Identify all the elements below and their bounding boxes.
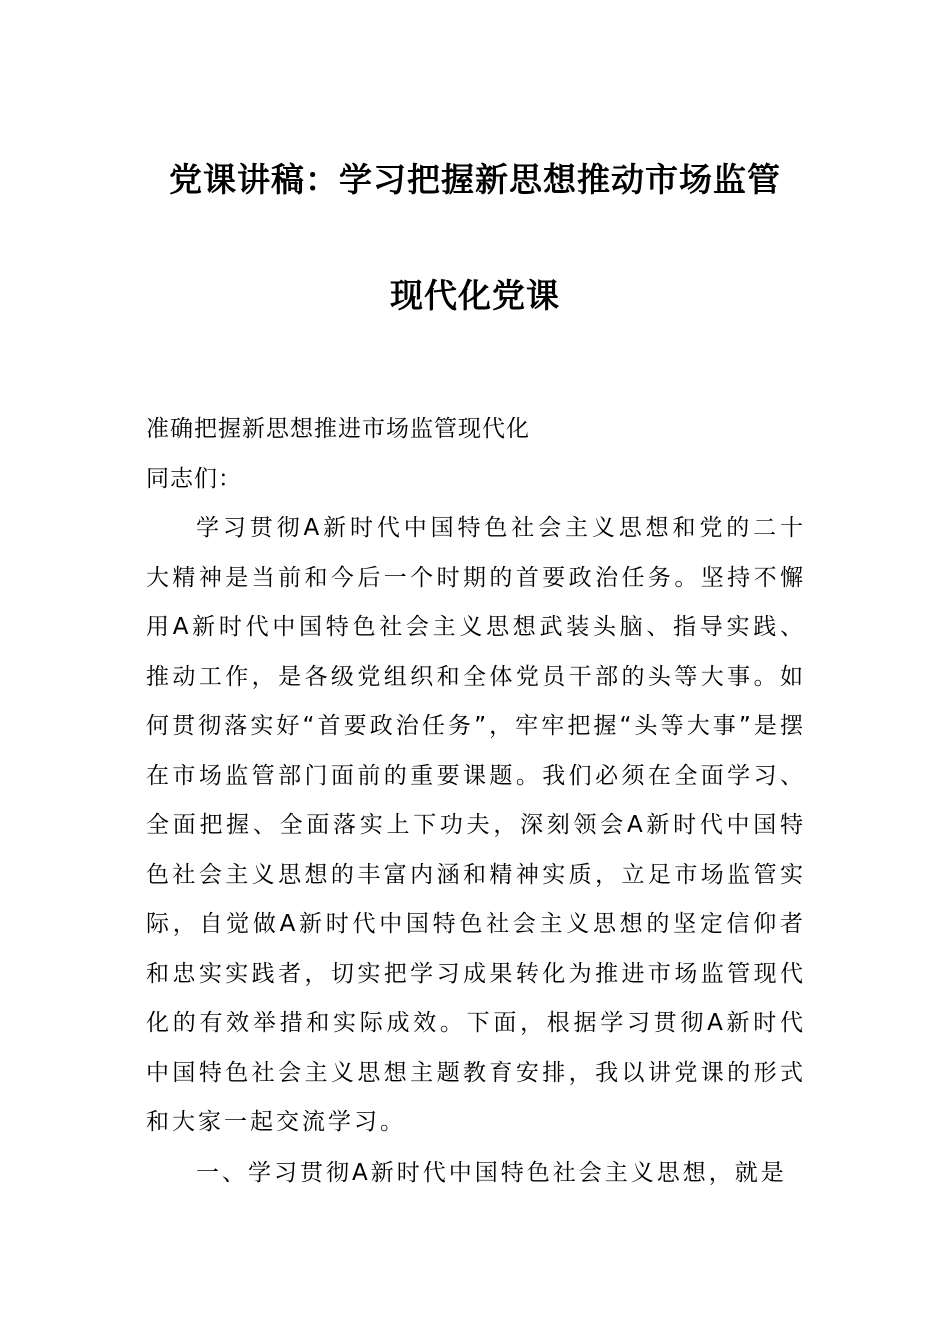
document-subtitle: 准确把握新思想推进市场监管现代化: [146, 416, 530, 442]
document-title-line-1: 党课讲稿：学习把握新思想推动市场监管: [169, 160, 781, 199]
salutation: 同志们：: [146, 466, 242, 492]
document-title-line-2: 现代化党课: [390, 276, 560, 315]
body-paragraph-1: 学习贯彻A新时代中国特色社会主义思想和党的二十大精神是当前和今后一个时期的首要政治任务。坚持不懈用A新时代中国特色社会主义思想武装头脑、指导实践、推动工作，是各级党组织和全体党员干部的头等大事。如何贯彻落实好“首要政治任务”，牢牢把握“头等大事”是摆在市场监管部门面前的重要课题。我们必须在全面学习、全面把握、全面落实上下功夫，深刻领会A新时代中国特色社会主义思想的丰富内涵和精神实质，立足市场监管实际，自觉做A新时代中国特色社会主义思想的坚定信仰者和忠实实践者，切实把学习成果转化为推进市场监管现代化的有效举措和实际成效。下面，根据学习贯彻A新时代中国特色社会主义思想主题教育安排，我以讲党课的形式和大家一起交流学习。: [146, 515, 806, 1135]
body-paragraph-2: 一、学习贯彻A新时代中国特色社会主义思想，就是: [196, 1160, 787, 1186]
